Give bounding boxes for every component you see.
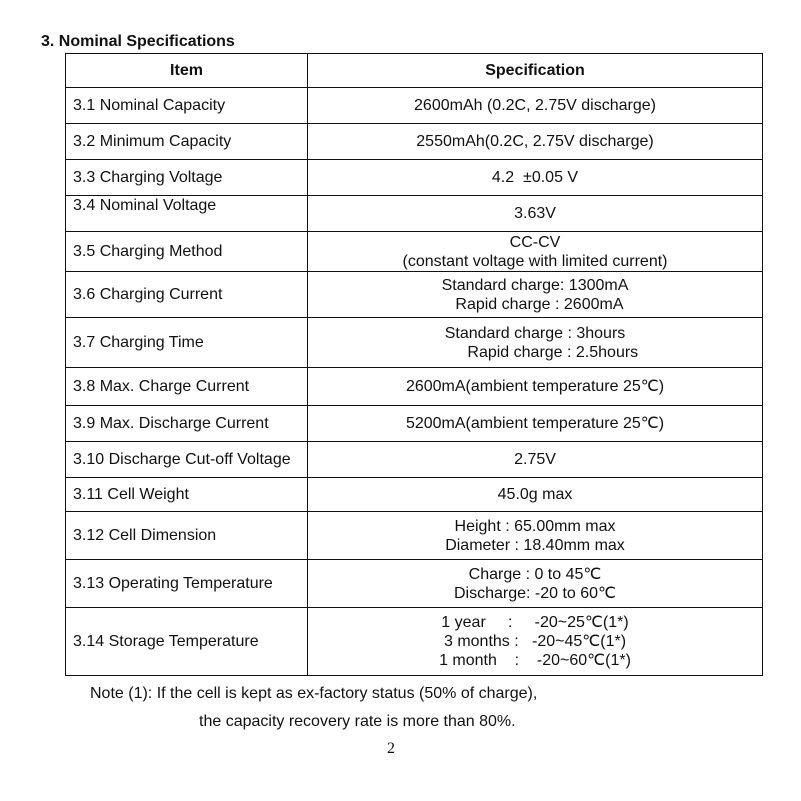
specification-line: Diameter : 18.40mm max [445,536,625,554]
table-row [66,160,763,196]
item-cell: 3.9 Max. Discharge Current [66,406,308,442]
specification-cell [308,512,763,560]
specification-line: 45.0g max [497,486,573,503]
specification-line: 3.63V [514,205,556,222]
specification-line: 2600mAh (0.2C, 2.75V discharge) [414,97,656,114]
table-row [66,560,763,608]
specification-line: Standard charge: 1300mA [441,276,629,294]
specification-line: 5200mA(ambient temperature 25℃) [405,415,665,432]
specification-line: Discharge: -20 to 60℃ [453,584,617,602]
page-number: 2 [387,740,395,757]
table-row [66,232,763,272]
specification-cell [308,608,763,676]
item-cell: 3.10 Discharge Cut-off Voltage [66,442,308,478]
specification-cell [308,232,763,272]
specification-line: 1 year : -20~25℃(1*) [441,614,629,631]
table-row [66,406,763,442]
specification-cell [308,160,763,196]
item-cell: 3.14 Storage Temperature [66,608,308,676]
table-row [66,196,763,232]
table-header-row [66,54,763,88]
specification-line: 2600mA(ambient temperature 25℃) [405,378,665,395]
specification-cell [308,124,763,160]
table-row [66,88,763,124]
specification-line: Standard charge : 3hours [444,324,626,342]
table-row [66,512,763,560]
item-cell: 3.2 Minimum Capacity [66,124,308,160]
specification-cell [308,478,763,512]
item-cell: 3.7 Charging Time [66,318,308,368]
table-row [66,124,763,160]
item-cell: 3.3 Charging Voltage [66,160,308,196]
header-item: Item [66,54,308,88]
specification-cell [308,368,763,406]
item-cell: 3.8 Max. Charge Current [66,368,308,406]
item-cell: 3.4 Nominal Voltage [66,196,308,232]
specification-line: 2550mAh(0.2C, 2.75V discharge) [416,133,654,150]
item-cell: 3.1 Nominal Capacity [66,88,308,124]
specification-line: Height : 65.00mm max [454,517,616,535]
item-cell: 3.11 Cell Weight [66,478,308,512]
header-specification: Specification [308,54,763,88]
specification-line: Rapid charge : 2.5hours [431,343,639,361]
item-cell: 3.12 Cell Dimension [66,512,308,560]
table-row [66,442,763,478]
item-cell: 3.6 Charging Current [66,272,308,318]
specification-cell [308,272,763,318]
table-row [66,608,763,676]
specification-line: 1 month : -20~60℃(1*) [439,652,631,669]
item-cell: 3.5 Charging Method [66,232,308,272]
section-title: 3. Nominal Specifications [41,33,235,50]
specification-cell [308,560,763,608]
table-row [66,368,763,406]
table-row [66,478,763,512]
specification-line: (constant voltage with limited current) [402,252,668,270]
specification-line: Rapid charge : 2600mA [446,295,624,313]
specification-line: 2.75V [514,451,556,468]
specification-line: 4.2 ±0.05 V [491,169,579,186]
specification-cell [308,406,763,442]
specification-line: CC-CV [509,233,561,251]
specification-cell [308,88,763,124]
specifications-table [65,53,763,676]
specification-line: 3 months : -20~45℃(1*) [443,633,627,650]
specification-cell [308,196,763,232]
specification-line: Charge : 0 to 45℃ [468,565,602,583]
table-row [66,272,763,318]
table-row [66,318,763,368]
specification-cell [308,318,763,368]
note-line-2: the capacity recovery rate is more than 80%. [199,713,516,730]
item-cell: 3.13 Operating Temperature [66,560,308,608]
specification-cell [308,442,763,478]
note-line-1: Note (1): If the cell is kept as ex-factory status (50% of charge), [90,685,538,702]
